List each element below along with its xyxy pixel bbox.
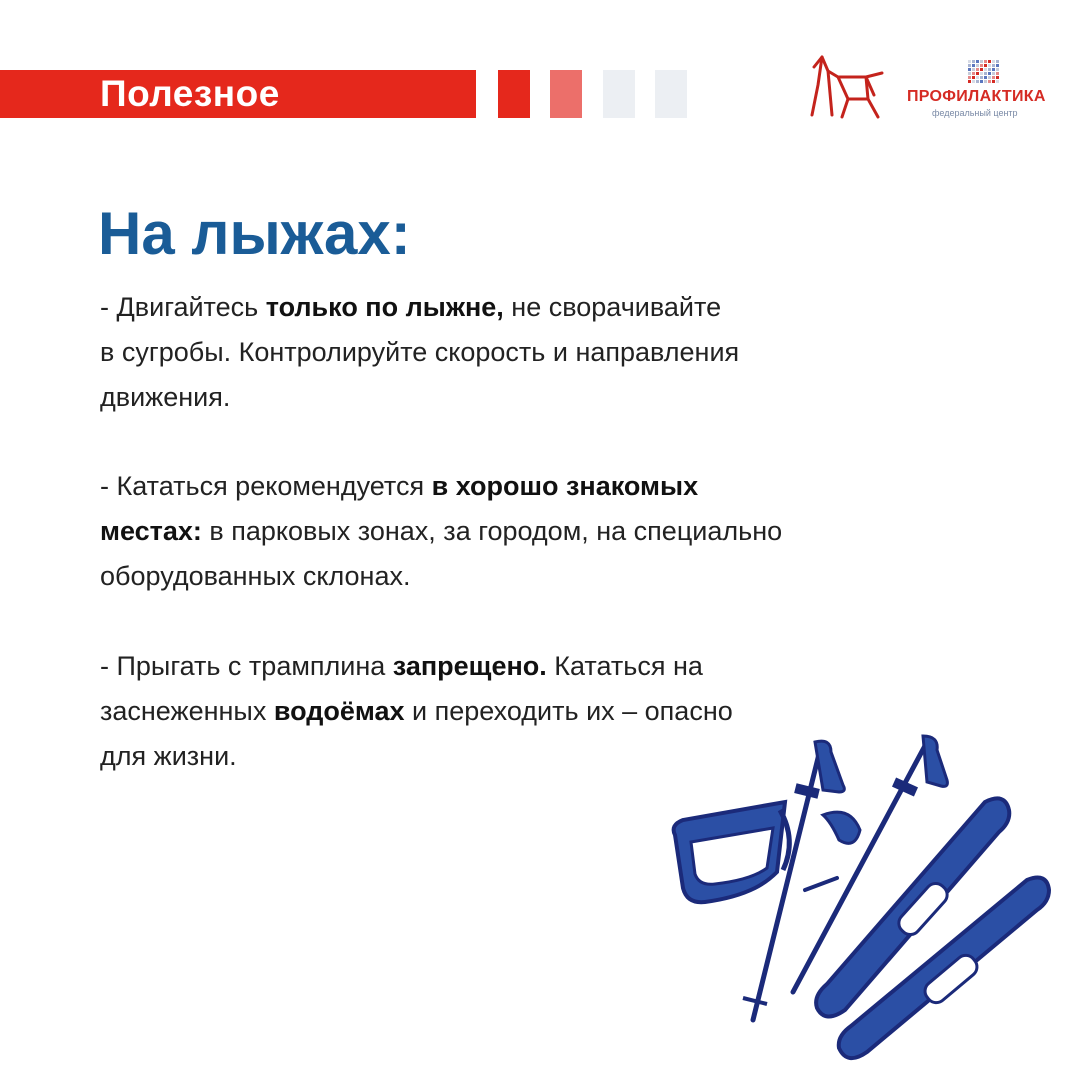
p2-line1-bold: в хорошо знакомых [431,471,699,501]
p3-line2-post: и переходить их – опасно [404,696,733,726]
horse-logo-icon [808,55,888,123]
paragraph-1 [100,285,960,420]
p3-line1-text: - Прыгать с трамплина [100,651,393,681]
decor-square [655,70,687,118]
page-heading: На лыжах: [98,200,411,267]
p1-line1-bold: только по лыжне, [265,292,504,322]
p1-line1-text: - Двигайтесь [100,292,266,322]
logo-subtitle: федеральный центр [932,108,1018,118]
p3-line1-bold: запрещено. [392,651,547,681]
dot-grid-logo-icon [966,58,1002,86]
ski-goggles-icon [674,802,860,902]
p3-line3: для жизни. [100,741,237,771]
paragraph-2 [100,464,960,599]
p3-line2-bold: водоёмах [273,696,405,726]
p2-line2-post: в парковых зонах, за городом, на специально [201,516,783,546]
section-title: Полезное [100,73,280,114]
p1-line2: в сугробы. Контролируйте скорость и направления [100,337,740,367]
p3-line1-post: Кататься на [546,651,703,681]
decor-square [498,70,530,118]
decor-square [603,70,635,118]
logo-name: ПРОФИЛАКТИКА [907,88,1046,105]
p2-line2-bold: местах: [100,516,202,546]
p3-line2-pre: заснеженных [100,696,274,726]
ski-equipment-illustration [655,730,1055,1070]
p2-line1-text: - Кататься рекомендуется [100,471,432,501]
decor-square [550,70,582,118]
p2-line3: оборудованных склонах. [100,561,411,591]
p1-line1-post: не сворачивайте [503,292,722,322]
p1-line3: движения. [100,382,231,412]
